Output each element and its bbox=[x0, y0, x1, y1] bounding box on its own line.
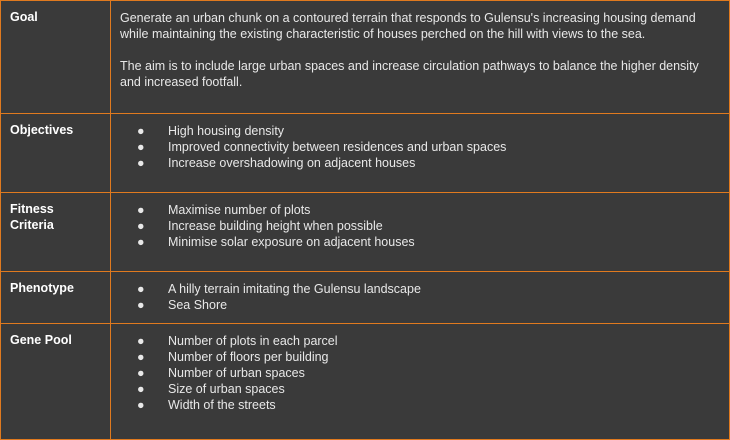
table-row-fitness-criteria bbox=[1, 193, 730, 272]
table-row-phenotype bbox=[1, 272, 730, 324]
bullet-icon: ● bbox=[137, 366, 145, 380]
list-item-text: Number of plots in each parcel bbox=[168, 334, 338, 348]
list-item-text: A hilly terrain imitating the Gulensu landscape bbox=[168, 282, 421, 296]
list-item-text: Improved connectivity between residences and urban spaces bbox=[168, 140, 507, 154]
row-label-phenotype: Phenotype bbox=[1, 272, 111, 324]
list-item-text: Number of floors per building bbox=[168, 350, 329, 364]
goal-paragraph: The aim is to include large urban spaces and increase circulation pathways to balance the higher density and increased footfall. bbox=[120, 59, 699, 89]
row-label-fitness-criteria bbox=[1, 193, 111, 272]
list-item-text: Number of urban spaces bbox=[168, 366, 305, 380]
bullet-list bbox=[120, 123, 719, 171]
table-row-goal bbox=[1, 1, 730, 114]
list-item bbox=[120, 281, 719, 297]
bullet-icon: ● bbox=[137, 282, 145, 296]
row-label-line: Fitness bbox=[10, 202, 54, 216]
list-item bbox=[120, 365, 719, 381]
bullet-list bbox=[120, 333, 719, 413]
list-item bbox=[120, 218, 719, 234]
list-item bbox=[120, 349, 719, 365]
bullet-icon: ● bbox=[137, 298, 145, 312]
list-item bbox=[120, 234, 719, 250]
bullet-icon: ● bbox=[137, 350, 145, 364]
list-item-text: Maximise number of plots bbox=[168, 203, 311, 217]
row-content-gene-pool bbox=[111, 324, 730, 440]
row-label-gene-pool: Gene Pool bbox=[1, 324, 111, 440]
row-content-objectives bbox=[111, 114, 730, 193]
row-label-goal: Goal bbox=[1, 1, 111, 114]
bullet-icon: ● bbox=[137, 156, 145, 170]
list-item bbox=[120, 155, 719, 171]
bullet-icon: ● bbox=[137, 235, 145, 249]
bullet-icon: ● bbox=[137, 398, 145, 412]
list-item-text: Width of the streets bbox=[168, 398, 276, 412]
row-content-phenotype bbox=[111, 272, 730, 324]
row-content-fitness-criteria bbox=[111, 193, 730, 272]
bullet-list bbox=[120, 281, 719, 313]
bullet-icon: ● bbox=[137, 124, 145, 138]
bullet-icon: ● bbox=[137, 140, 145, 154]
bullet-icon: ● bbox=[137, 334, 145, 348]
list-item bbox=[120, 333, 719, 349]
list-item-text: Size of urban spaces bbox=[168, 382, 285, 396]
list-item bbox=[120, 397, 719, 413]
list-item bbox=[120, 297, 719, 313]
list-item-text: High housing density bbox=[168, 124, 285, 138]
list-item bbox=[120, 139, 719, 155]
list-item-text: Increase overshadowing on adjacent houses bbox=[168, 156, 416, 170]
row-label-line: Criteria bbox=[10, 218, 54, 232]
row-label-objectives: Objectives bbox=[1, 114, 111, 193]
bullet-list bbox=[120, 202, 719, 250]
bullet-icon: ● bbox=[137, 219, 145, 233]
list-item bbox=[120, 381, 719, 397]
list-item bbox=[120, 202, 719, 218]
bullet-icon: ● bbox=[137, 203, 145, 217]
row-content-goal bbox=[111, 1, 730, 114]
list-item-text: Increase building height when possible bbox=[168, 219, 383, 233]
list-item bbox=[120, 123, 719, 139]
goal-paragraph: Generate an urban chunk on a contoured terrain that responds to Gulensu's increasing housing demand while maintaining the existing characteristic of houses perched on the hill with views to the sea. bbox=[120, 11, 696, 41]
list-item-text: Minimise solar exposure on adjacent houses bbox=[168, 235, 415, 249]
bullet-icon: ● bbox=[137, 382, 145, 396]
list-item-text: Sea Shore bbox=[168, 298, 228, 312]
table-row-gene-pool bbox=[1, 324, 730, 440]
table-row-objectives bbox=[1, 114, 730, 193]
